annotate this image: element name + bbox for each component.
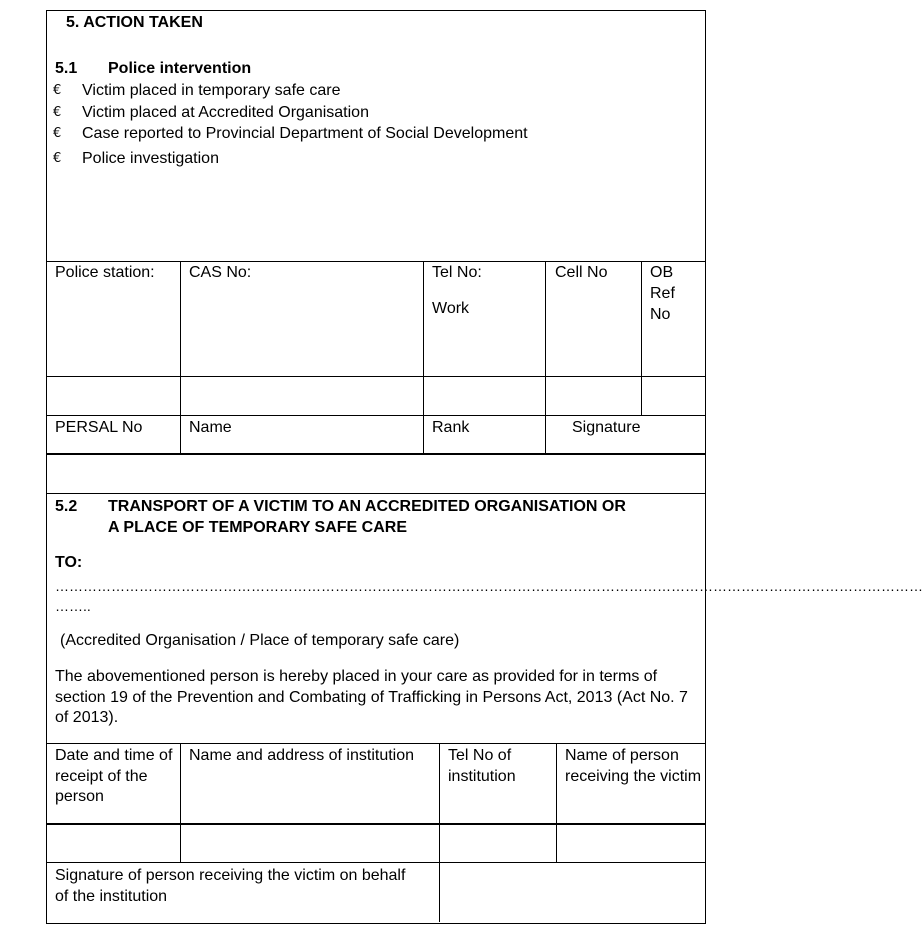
tel-no-label: Tel No: (432, 264, 482, 281)
ob-label: OB (650, 264, 674, 281)
date-time-label: Date and time of receipt of the person (55, 747, 173, 805)
rank-label: Rank (432, 419, 470, 436)
work-label: Work (432, 300, 470, 317)
section-5-heading: 5. ACTION TAKEN (66, 14, 203, 31)
divider (46, 823, 705, 825)
divider (423, 261, 424, 454)
destination-hint: (Accredited Organisation / Place of temporary safe care) (60, 632, 460, 649)
section-5-1-title: Police intervention (108, 60, 252, 77)
police-station-label: Police station: (55, 264, 155, 281)
checkbox-icon[interactable]: € (53, 105, 62, 120)
institution-name-address-field[interactable] (181, 826, 438, 861)
option-label: Victim placed at Accredited Organisation (82, 104, 369, 121)
cas-no-label: CAS No: (189, 264, 252, 281)
section-5-1-number: 5.1 (55, 60, 78, 77)
signature-receiver-label: Signature of person receiving the victim on behalf of the institution (55, 867, 406, 905)
persal-no-label: PERSAL No (55, 419, 143, 436)
name-address-label: Name and address of institution (189, 747, 415, 764)
section-5-2-number: 5.2 (55, 498, 78, 515)
divider (46, 743, 705, 744)
ob-ref-no-field[interactable] (642, 377, 704, 414)
rank-field[interactable] (424, 456, 544, 492)
persal-no-field[interactable] (47, 456, 179, 492)
cas-no-field[interactable] (181, 377, 422, 414)
receiver-name-field[interactable] (557, 826, 704, 861)
divider (545, 261, 546, 454)
divider (180, 261, 181, 454)
option-label: Victim placed in temporary safe care (82, 82, 341, 99)
divider (46, 493, 705, 494)
officer-name-field[interactable] (181, 456, 422, 492)
destination-dots-line-continued[interactable]: …….. (55, 598, 91, 614)
divider (46, 261, 705, 262)
no-label: No (650, 306, 671, 323)
checkbox-icon[interactable]: € (53, 126, 62, 141)
signature-receiver-field[interactable] (440, 863, 704, 921)
action-taken-form (46, 10, 923, 924)
option-label: Case reported to Provincial Department of Social Development (82, 125, 528, 142)
tel-no-institution-label: Tel No of institution (448, 747, 516, 785)
divider (46, 453, 705, 455)
cell-no-field[interactable] (546, 377, 640, 414)
to-label: TO: (55, 554, 83, 571)
section-5-2-title-line1: TRANSPORT OF A VICTIM TO AN ACCREDITED ORGANISATION OR (108, 498, 626, 515)
date-time-field[interactable] (47, 826, 179, 861)
police-station-field[interactable] (47, 377, 179, 414)
institution-tel-field[interactable] (440, 826, 555, 861)
signature-field[interactable] (546, 456, 704, 492)
option-label: Police investigation (82, 150, 219, 167)
destination-dots-line[interactable]: …………………………………………………………………………………………………………………………………………………………………… (55, 578, 923, 594)
ref-label: Ref (650, 285, 675, 302)
placement-paragraph: The abovementioned person is hereby placed in your care as provided for in terms of section 19 of the Prevention and Combating of Trafficking in Persons Act, 2013 (Act No. 7 of 2013). (55, 668, 688, 726)
tel-no-field[interactable] (424, 377, 544, 414)
signature-label: Signature (572, 419, 641, 436)
section-5-2-title-line2: A PLACE OF TEMPORARY SAFE CARE (108, 519, 407, 536)
checkbox-icon[interactable]: € (53, 151, 62, 166)
divider (46, 415, 705, 416)
name-receiver-label: Name of person receiving the victim (565, 747, 702, 785)
cell-no-label: Cell No (555, 264, 608, 281)
name-label: Name (189, 419, 232, 436)
checkbox-icon[interactable]: € (53, 83, 62, 98)
